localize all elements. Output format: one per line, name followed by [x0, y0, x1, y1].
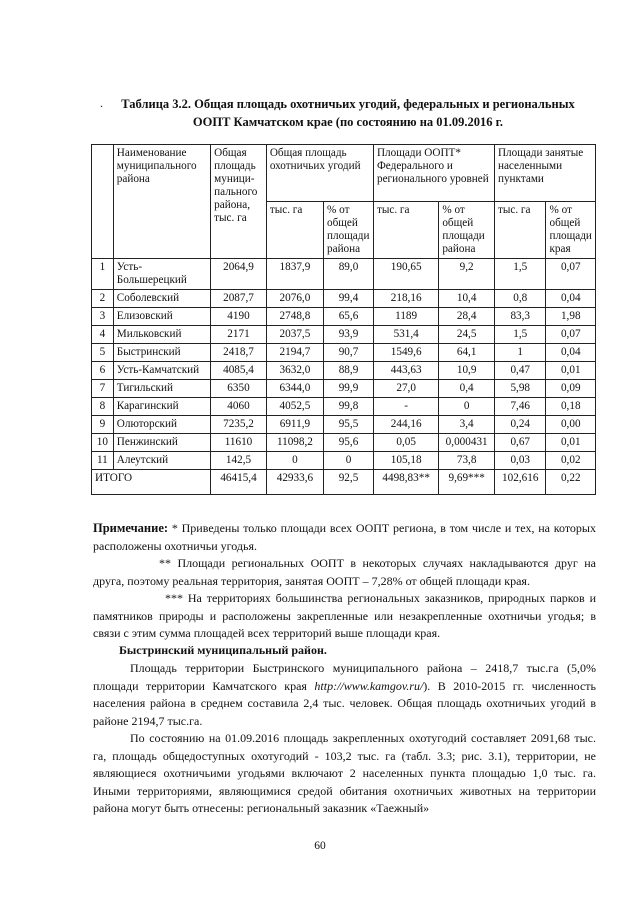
cell-oopt: 0,05: [373, 434, 438, 452]
note-1-text: * Приведены только площади всех ООПТ региона, в том числе и тех, на которых расположены охотничьи угодья.: [93, 521, 596, 553]
cell-oopt: 105,18: [373, 452, 438, 470]
cell-oopt-pct: 0: [439, 398, 495, 416]
cell-oopt-pct: 24,5: [439, 326, 495, 344]
cell-hunt-pct: 99,4: [324, 290, 374, 308]
cell-oopt-pct: 0,000431: [439, 434, 495, 452]
header-settl-ha: тыс. га: [494, 202, 546, 259]
table-title-line1: Таблица 3.2. Общая площадь охотничьих угодий, федеральных и региональных: [121, 97, 575, 111]
table-title-line2: ООПТ Камчатском крае (по состоянию на 01.09.2016 г.: [192, 115, 504, 129]
cell-total: 2418,7: [211, 344, 267, 362]
cell-oopt: 190,65: [373, 259, 438, 290]
total-oopt-pct: 9,69***: [439, 470, 495, 495]
cell-n: 3: [92, 308, 114, 326]
header-row-1: [92, 145, 596, 202]
cell-settl-pct: 0,07: [546, 259, 596, 290]
cell-hunt: 2076,0: [266, 290, 323, 308]
paragraph-2: По состоянию на 01.09.2016 площадь закрепленных охотугодий составляет 2091,68 тыс. га, площадь общедоступных охотугодий - 103,2 тыс. га (табл. 3.3; рис. 3.1), территории, не являющиеся охотничьими угодьями включают 2 населенных пункта площадью 1,0 тыс. га. Иными территориями, являющимися средой обитания охотничьих животных на территории района могут быть отнесены: региональный заказник «Таежный»: [93, 731, 596, 815]
total-hunt-pct: 92,5: [324, 470, 374, 495]
table-row: [92, 259, 596, 290]
cell-settl: 0,24: [494, 416, 546, 434]
cell-n: 6: [92, 362, 114, 380]
cell-total: 4085,4: [211, 362, 267, 380]
cell-hunt: 11098,2: [266, 434, 323, 452]
cell-n: 7: [92, 380, 114, 398]
cell-oopt-pct: 10,9: [439, 362, 495, 380]
cell-oopt-pct: 10,4: [439, 290, 495, 308]
header-oopt-ha: тыс. га: [373, 202, 438, 259]
cell-settl-pct: 0,02: [546, 452, 596, 470]
cell-n: 2: [92, 290, 114, 308]
header-hunting-ha: тыс. га: [266, 202, 323, 259]
note-1: [93, 520, 596, 555]
cell-name: Быстринский: [113, 344, 210, 362]
cell-settl-pct: 0,07: [546, 326, 596, 344]
cell-oopt-pct: 73,8: [439, 452, 495, 470]
cell-hunt: 2037,5: [266, 326, 323, 344]
cell-hunt: 3632,0: [266, 362, 323, 380]
total-hunt: 42933,6: [266, 470, 323, 495]
cell-n: 1: [92, 259, 114, 290]
cell-settl-pct: 0,00: [546, 416, 596, 434]
table-title: [108, 95, 588, 131]
cell-total: 2087,7: [211, 290, 267, 308]
cell-settl: 0,8: [494, 290, 546, 308]
header-hunting: Общая площадь охотничьих угодий: [266, 145, 373, 202]
cell-total: 142,5: [211, 452, 267, 470]
cell-n: 11: [92, 452, 114, 470]
paragraph-1: [93, 660, 596, 730]
cell-oopt: 1549,6: [373, 344, 438, 362]
cell-oopt: 531,4: [373, 326, 438, 344]
hunting-area-table: [91, 144, 596, 495]
cell-settl: 7,46: [494, 398, 546, 416]
cell-oopt: -: [373, 398, 438, 416]
cell-name: Елизовский: [113, 308, 210, 326]
header-settlements: Площади занятые населенными пунктами: [494, 145, 595, 202]
table-row: [92, 416, 596, 434]
cell-n: 8: [92, 398, 114, 416]
cell-total: 2171: [211, 326, 267, 344]
cell-hunt: 4052,5: [266, 398, 323, 416]
cell-settl-pct: 0,04: [546, 344, 596, 362]
cell-hunt: 6911,9: [266, 416, 323, 434]
cell-settl: 1: [494, 344, 546, 362]
cell-settl: 5,98: [494, 380, 546, 398]
cell-settl-pct: 0,18: [546, 398, 596, 416]
paragraph-1-start: Площадь территории Быстринского муниципального района – 2418,7 тыс.га (5,0% площади территории Камчатского края: [93, 661, 596, 693]
header-hunting-pct: % от общей площади района: [324, 202, 374, 259]
total-settl-pct: 0,22: [546, 470, 596, 495]
table-row: [92, 290, 596, 308]
note-2: ** Площади региональных ООПТ в некоторых случаях накладываются друг на друга, поэтому реальная территория, занятая ООПТ – 7,28% от общей площади края.: [93, 556, 596, 588]
cell-settl: 0,03: [494, 452, 546, 470]
cell-total: 11610: [211, 434, 267, 452]
cell-oopt: 218,16: [373, 290, 438, 308]
cell-name: Тигильский: [113, 380, 210, 398]
cell-settl: 0,67: [494, 434, 546, 452]
cell-settl-pct: 1,98: [546, 308, 596, 326]
cell-n: 9: [92, 416, 114, 434]
table-body: [92, 259, 596, 495]
cell-total: 4190: [211, 308, 267, 326]
cell-total: 2064,9: [211, 259, 267, 290]
cell-hunt: 2748,8: [266, 308, 323, 326]
cell-oopt-pct: 28,4: [439, 308, 495, 326]
cell-hunt-pct: 99,8: [324, 398, 374, 416]
note-label: Примечание:: [93, 521, 169, 535]
cell-n: 10: [92, 434, 114, 452]
cell-settl: 0,47: [494, 362, 546, 380]
cell-hunt-pct: 90,7: [324, 344, 374, 362]
header-oopt-pct: % от общей площади района: [439, 202, 495, 259]
cell-hunt-pct: 65,6: [324, 308, 374, 326]
total-row: [92, 470, 596, 495]
cell-oopt: 27,0: [373, 380, 438, 398]
cell-hunt-pct: 88,9: [324, 362, 374, 380]
cell-settl: 1,5: [494, 259, 546, 290]
bullet-mark: .: [100, 96, 103, 110]
section-heading: Быстринский муниципальный район.: [119, 643, 327, 657]
cell-hunt: 1837,9: [266, 259, 323, 290]
cell-oopt-pct: 64,1: [439, 344, 495, 362]
cell-name: Усть-Камчатский: [113, 362, 210, 380]
table-row: [92, 398, 596, 416]
cell-oopt-pct: 3,4: [439, 416, 495, 434]
table-row: [92, 362, 596, 380]
table-row: [92, 434, 596, 452]
total-settl: 102,616: [494, 470, 546, 495]
cell-oopt: 443,63: [373, 362, 438, 380]
cell-name: Мильковский: [113, 326, 210, 344]
cell-settl-pct: 0,01: [546, 434, 596, 452]
cell-hunt-pct: 95,5: [324, 416, 374, 434]
table-row: [92, 308, 596, 326]
cell-settl: 1,5: [494, 326, 546, 344]
cell-oopt: 1189: [373, 308, 438, 326]
page-number: 60: [314, 840, 326, 852]
cell-total: 7235,2: [211, 416, 267, 434]
total-label: ИТОГО: [92, 470, 211, 495]
cell-settl-pct: 0,04: [546, 290, 596, 308]
header-name: Наименование муниципального района: [113, 145, 210, 259]
cell-name: Олюторский: [113, 416, 210, 434]
note-3: *** На территориях большинства региональных заказников, природных парков и памятников природы и расположены закрепленные или незакрепленные охотничьи угодья; в связи с этим сумма площадей всех территорий выше площади края.: [93, 591, 596, 640]
cell-name: Пенжинский: [113, 434, 210, 452]
cell-hunt: 2194,7: [266, 344, 323, 362]
header-total-area: Общая площадь муници-пального района, тыс. га: [211, 145, 267, 259]
table-row: [92, 452, 596, 470]
cell-settl-pct: 0,09: [546, 380, 596, 398]
header-oopt: Площади ООПТ* Федерального и регионального уровней: [373, 145, 494, 202]
cell-oopt-pct: 9,2: [439, 259, 495, 290]
cell-hunt-pct: 93,9: [324, 326, 374, 344]
cell-settl: 83,3: [494, 308, 546, 326]
total-oopt: 4498,83**: [373, 470, 438, 495]
cell-name: Алеутский: [113, 452, 210, 470]
cell-total: 4060: [211, 398, 267, 416]
cell-name: Карагинский: [113, 398, 210, 416]
cell-hunt: 0: [266, 452, 323, 470]
total-total: 46415,4: [211, 470, 267, 495]
cell-total: 6350: [211, 380, 267, 398]
paragraph-1-end: ). В 2010-2015 гг. численность населения района в среднем составила 2,4 тыс. человек. Общая площадь охотничьих угодий в районе 2194,7 тыс.га.: [93, 678, 596, 728]
cell-hunt: 6344,0: [266, 380, 323, 398]
cell-n: 5: [92, 344, 114, 362]
cell-oopt: 244,16: [373, 416, 438, 434]
cell-hunt-pct: 99,9: [324, 380, 374, 398]
cell-n: 4: [92, 326, 114, 344]
header-settl-pct: % от общей площади края: [546, 202, 596, 259]
cell-oopt-pct: 0,4: [439, 380, 495, 398]
kamgov-link[interactable]: http://www.kamgov.ru/: [314, 678, 424, 693]
cell-hunt-pct: 89,0: [324, 259, 374, 290]
table-row: [92, 326, 596, 344]
cell-hunt-pct: 0: [324, 452, 374, 470]
table-row: [92, 344, 596, 362]
header-number: [92, 145, 114, 259]
table-row: [92, 380, 596, 398]
cell-name: Соболевский: [113, 290, 210, 308]
cell-settl-pct: 0,01: [546, 362, 596, 380]
cell-name: Усть-Большерецкий: [113, 259, 210, 290]
cell-hunt-pct: 95,6: [324, 434, 374, 452]
